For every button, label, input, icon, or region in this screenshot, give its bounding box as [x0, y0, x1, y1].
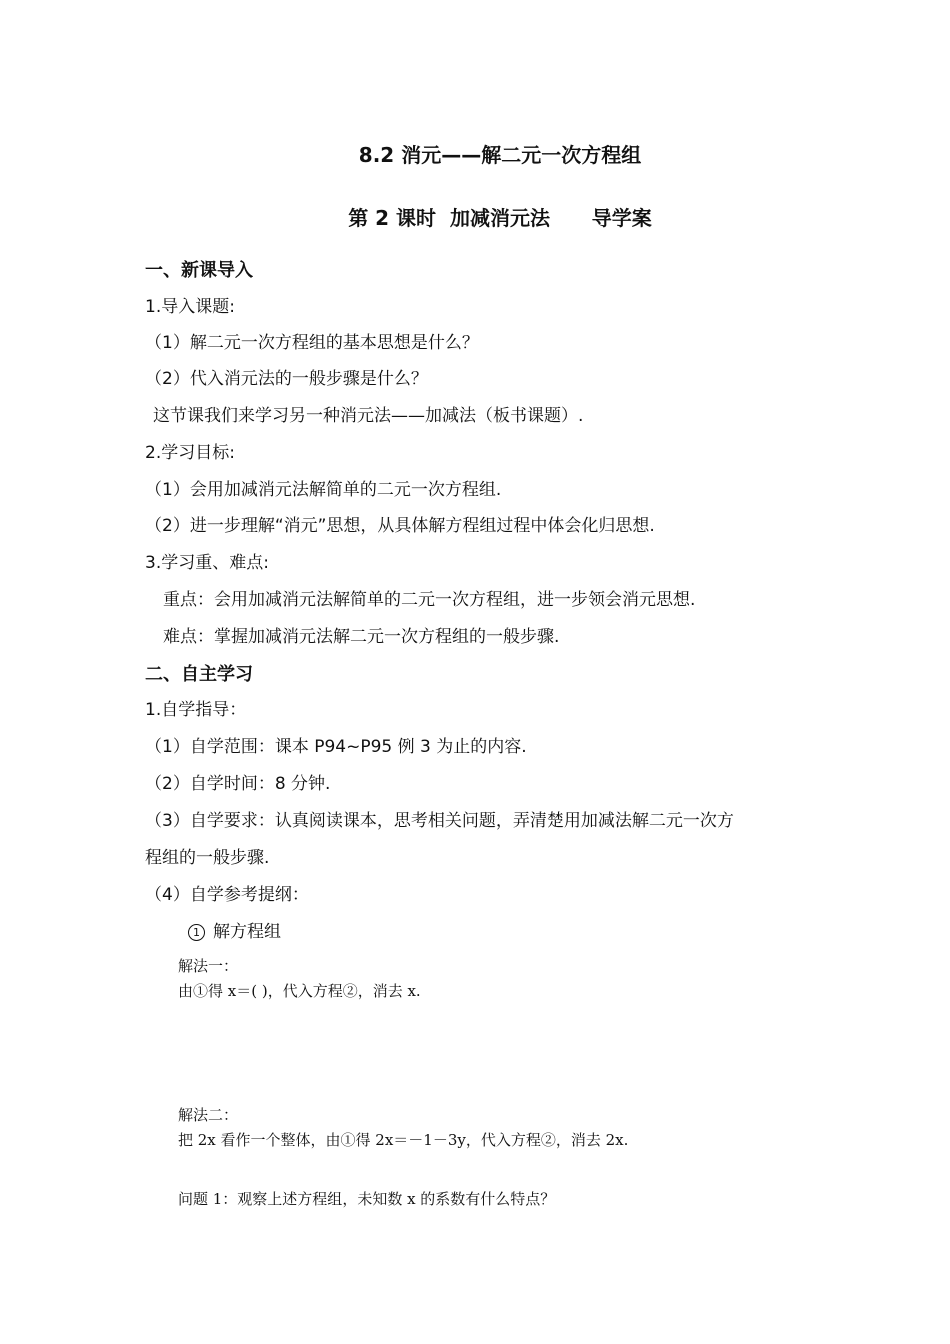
self-study-label: 1.自学指导：	[145, 700, 247, 720]
question-1: （1）解二元一次方程组的基本思想是什么？	[145, 333, 479, 353]
study-scope: （1）自学范围：课本 P94~P95 例 3 为止的内容.	[145, 737, 527, 757]
outline-item-1	[188, 917, 281, 942]
section-2-heading: 二、自主学习	[145, 664, 253, 685]
item-2-label: 2.学习目标:	[145, 443, 235, 463]
study-outline: （4）自学参考提纲：	[145, 885, 309, 905]
study-requirement-line-1: （3）自学要求：认真阅读课本，思考相关问题，弄清楚用加减法解二元一次方	[145, 811, 734, 831]
circled-number-1: 1	[188, 924, 205, 941]
question-2: （2）代入消元法的一般步骤是什么？	[145, 369, 428, 389]
study-time: （2）自学时间：8 分钟.	[145, 774, 331, 794]
outline-item-1-text: 解方程组	[213, 922, 281, 942]
difficult-point: 难点：掌握加减消元法解二元一次方程组的一般步骤.	[163, 627, 560, 647]
document-subtitle: 第 2 课时 加减消元法 导学案	[348, 206, 652, 230]
item-3-label: 3.学习重、难点:	[145, 553, 269, 573]
question-observe: 问题 1：观察上述方程组，未知数 x 的系数有什么特点？	[178, 1190, 556, 1208]
method-2-text: 把 2x 看作一个整体，由①得 2x＝－1－3y，代入方程②，消去 2x.	[178, 1131, 629, 1149]
method-1-label: 解法一：	[178, 957, 239, 975]
section-1-heading: 一、新课导入	[145, 260, 253, 281]
method-2-label: 解法二：	[178, 1106, 239, 1124]
document-title: 8.2 消元——解二元一次方程组	[358, 143, 642, 167]
method-1-text: 由①得 x＝( )，代入方程②，消去 x.	[178, 982, 421, 1000]
item-1-label: 1.导入课题:	[145, 297, 235, 317]
key-point: 重点：会用加减消元法解简单的二元一次方程组，进一步领会消元思想.	[163, 590, 696, 610]
goal-1: （1）会用加减消元法解简单的二元一次方程组.	[145, 480, 502, 500]
intro-text: 这节课我们来学习另一种消元法——加减法（板书课题）.	[153, 406, 584, 426]
goal-2: （2）进一步理解“消元”思想，从具体解方程组过程中体会化归思想.	[145, 516, 655, 536]
study-requirement-line-2: 程组的一般步骤.	[145, 848, 270, 868]
